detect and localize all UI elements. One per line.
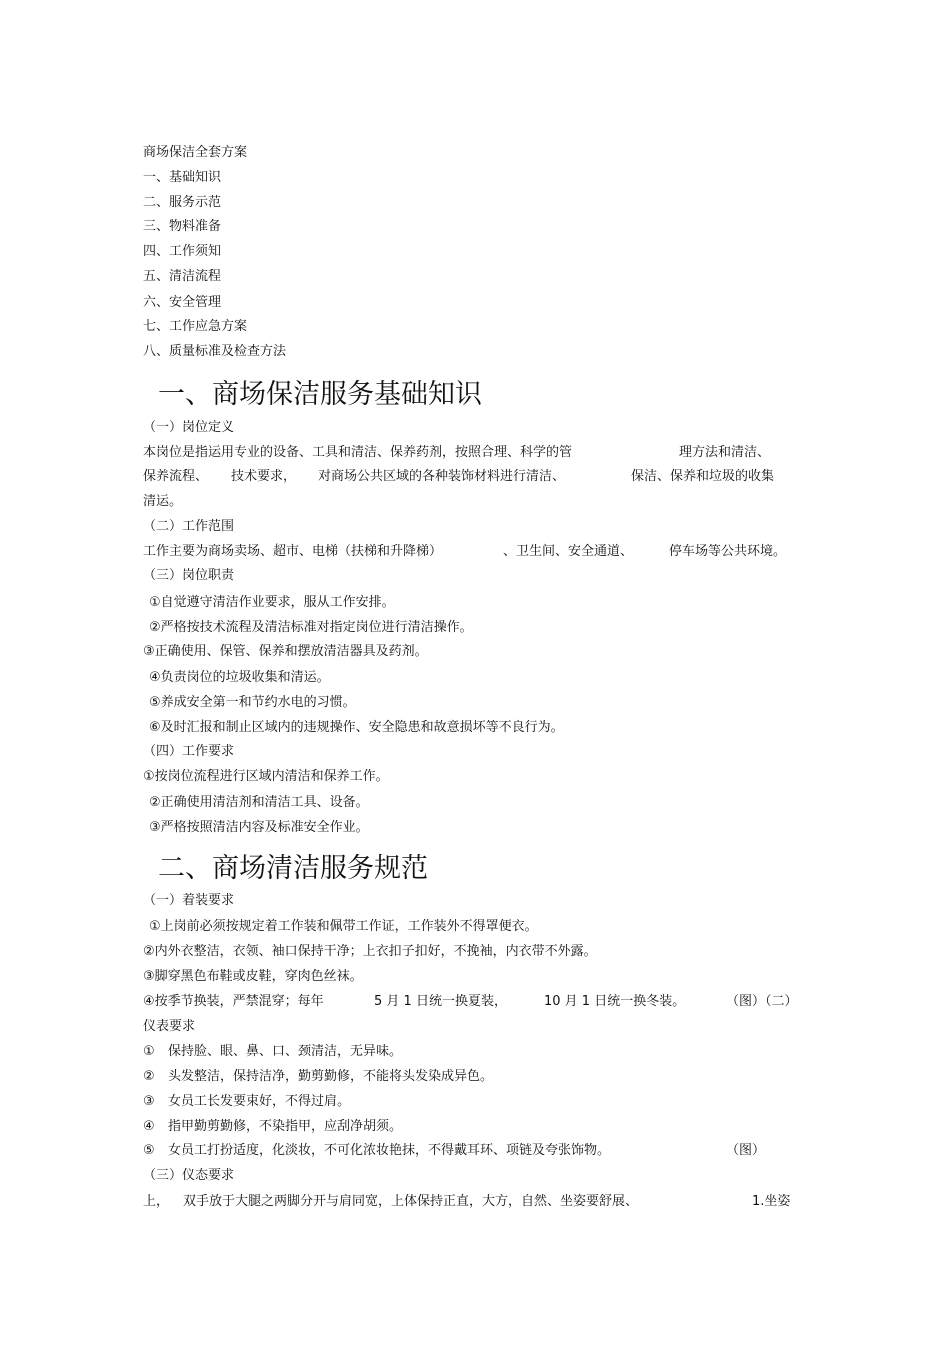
toc-item: 一、基础知识 [143,170,222,185]
list-number: ① [143,1044,155,1059]
list-item: 指甲勤剪勤修，不染指甲，应刮净胡须。 [168,1119,403,1134]
list-item-date: 5 月 1 日统一换夏装， [374,994,507,1009]
toc-item: 八、质量标准及检查方法 [143,344,287,359]
list-item: ①上岗前必须按规定着工作装和佩带工作证，工作装外不得罩便衣。 [149,919,538,934]
list-item: ③严格按照清洁内容及标准安全作业。 [149,820,369,835]
section-heading: 一、商场保洁服务基础知识 [158,379,482,410]
toc-item: 五、清洁流程 [143,269,222,284]
figure-reference: （图）（二） [726,994,798,1009]
subsection-heading: 仪表要求 [143,1019,196,1034]
list-item: ⑤养成安全第一和节约水电的习惯。 [149,695,356,710]
paragraph-text: 清运。 [143,494,183,509]
section-heading: 二、商场清洁服务规范 [158,853,428,884]
list-number: ④ [143,1119,155,1134]
toc-item: 四、工作须知 [143,244,222,259]
paragraph-text: 、卫生间、安全通道、 [503,544,634,559]
subsection-heading: （四）工作要求 [143,744,235,759]
list-item: 保持脸、眼、鼻、口、颈清洁，无异味。 [168,1044,403,1059]
list-item-date: 10 月 1 日统一换冬装。 [544,994,686,1009]
list-item: ①自觉遵守清洁作业要求，服从工作安排。 [149,595,395,610]
toc-item: 七、工作应急方案 [143,319,248,334]
list-item: 女员工长发要束好，不得过肩。 [168,1094,351,1109]
list-item: ⑥及时汇报和制止区域内的违规操作、安全隐患和故意损坏等不良行为。 [149,720,564,735]
paragraph-text: 上， [143,1194,170,1209]
subsection-heading: （一）岗位定义 [143,420,235,435]
paragraph-text: 理方法和清洁、 [679,445,771,460]
list-item: ③正确使用、保管、保养和摆放清洁器具及药剂。 [143,644,428,659]
list-item: ①按岗位流程进行区域内清洁和保养工作。 [143,769,389,784]
list-number: ② [143,1069,155,1084]
paragraph-text: 1.坐姿 [752,1194,791,1209]
list-number: ⑤ [143,1143,155,1158]
paragraph-text: 保养流程、 [143,469,209,484]
figure-reference: （图） [726,1143,766,1158]
paragraph-text: 工作主要为商场卖场、超市、电梯（扶梯和升降梯） [143,544,443,559]
subsection-heading: （二）工作范围 [143,519,235,534]
paragraph-text: 保洁、保养和垃圾的收集 [631,469,775,484]
toc-title: 商场保洁全套方案 [143,145,248,160]
toc-item: 三、物料准备 [143,219,222,234]
list-number: ③ [143,1094,155,1109]
list-item: ②内外衣整洁，衣领、袖口保持干净；上衣扣子扣好，不挽袖，内衣带不外露。 [143,944,597,959]
paragraph-text: 停车场等公共环境。 [669,544,787,559]
list-item: 头发整洁，保持洁净，勤剪勤修，不能将头发染成异色。 [168,1069,494,1084]
list-item: ④按季节换装，严禁混穿；每年 [143,994,324,1009]
subsection-heading: （一）着装要求 [143,893,235,908]
list-item: ③脚穿黑色布鞋或皮鞋，穿肉色丝袜。 [143,969,363,984]
subsection-heading: （三）仪态要求 [143,1168,235,1183]
list-item: ②正确使用清洁剂和清洁工具、设备。 [149,795,369,810]
list-item: ④负责岗位的垃圾收集和清运。 [149,670,330,685]
paragraph-text: 技术要求， [231,469,297,484]
toc-item: 六、安全管理 [143,295,222,310]
toc-item: 二、服务示范 [143,195,222,210]
list-item: ②严格按技术流程及清洁标准对指定岗位进行清洁操作。 [149,620,473,635]
paragraph-text: 双手放于大腿之两脚分开与肩同宽，上体保持正直，大方，自然、坐姿要舒展、 [183,1194,639,1209]
paragraph-text: 对商场公共区域的各种装饰材料进行清洁、 [318,469,566,484]
subsection-heading: （三）岗位职责 [143,568,235,583]
paragraph-text: 本岗位是指运用专业的设备、工具和清洁、保养药剂，按照合理、科学的管 [143,445,573,460]
list-item: 女员工打扮适度，化淡妆，不可化浓妆艳抹，不得戴耳环、项链及夸张饰物。 [168,1143,611,1158]
